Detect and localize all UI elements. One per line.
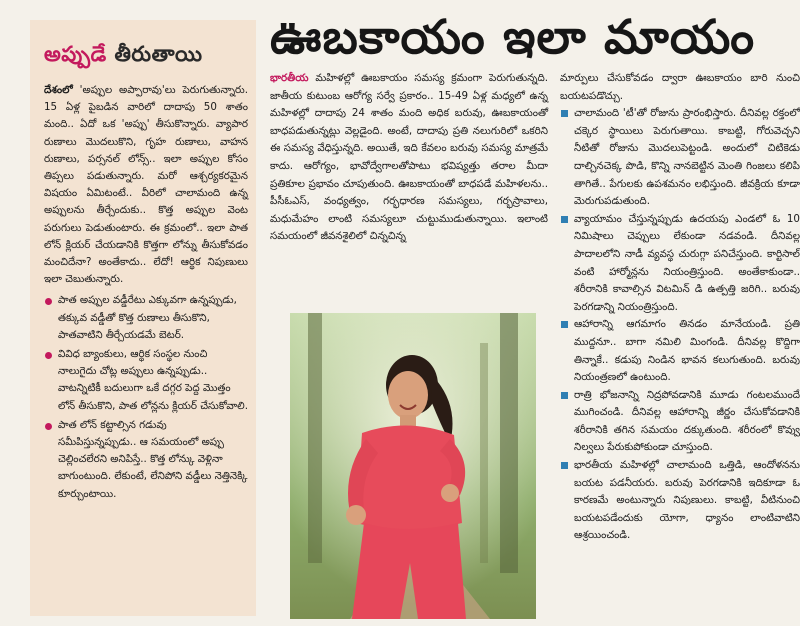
tip-text: చాలామంది 'టీ'తో రోజును ప్రారంభిస్తారు. దీనివల్ల రక్తంలో చక్కెర స్థాయిలు పెరుగుతాయి. కాబట్టి, గోరువెచ్చని నీటితో రోజును మొదలుపెట్టండి. అందులో చిటికెడు దాల్చినచెక్క పొడి, కొన్ని నానబెట్టిన మెంతి గింజలు కలిపి తాగితే.. పేగులకు ఉపశమనం లభిస్తుంది. జీవక్రియ కూడా మెరుగుపడుతుంది. [574, 107, 800, 208]
tips-list [560, 105, 800, 545]
sidebar-intro [30, 82, 256, 288]
sidebar-bullet [44, 292, 248, 344]
article-headline: ఊబకాయం ఇలా మాయం [270, 10, 756, 65]
article-body-text: మహిళల్లో ఊబకాయం సమస్య క్రమంగా పెరుగుతున్నది. జాతీయ కుటుంబ ఆరోగ్య సర్వే ప్రకారం.. 15-49 ఏళ్ల మధ్యలో ఉన్న మహిళల్లో దాదాపు 24 శాతం మంది అధిక బరువు, ఊబకాయంతో బాధపడుతున్నట్లు వెల్లడైంది. అంటే, దాదాపు ప్రతి నలుగురిలో ఒకరిని ఈ సమస్య వేధిస్తున్నది. అయితే, ఇది కేవలం బరువు సమస్య మాత్రమే కాదు. ఆరోగ్యం, భావోద్వేగాలతోపాటు భవిష్యత్తు తరాల మీదా ప్రతికూల ప్రభావం చూపుతుంది. ఊబకాయంతో బాధపడే మహిళలను.. పీసీఓఎస్, వంధ్యత్వం, గర్భధారణ సమస్యలు, గర్భస్రావాలు, మధుమేహం లాంటి సమస్యలూ చుట్టుముడుతున్నాయి. ఇలాంటి సమయంలో జీవనశైలిలో చిన్నచిన్న [270, 72, 549, 243]
article-column-1 [270, 70, 548, 246]
jogging-woman-photo [290, 313, 536, 619]
tip-item [560, 316, 800, 386]
square-bullet-icon [561, 216, 568, 223]
sidebar-intro-text: 'అప్పుల అప్పారావు'లు పెరుగుతున్నారు. 15 ఏళ్ల పైబడిన వారిలో దాదాపు 50 శాతం మంది.. ఏదో ఒక 'అప్పు' తీసుకొన్నారు. వ్యాపార రుణాలు మొదలుకొని, గృహ రుణాలు, వాహన రుణాలు, పర్సనల్ లోన్స్.. ఇలా అప్పుల కోసం తిప్పలు పడుతున్నారు. మరో ఆశ్చర్యకరమైన విషయం ఏమిటంటే.. వీరిలో చాలామంది ఉన్న అప్పులను తీర్చేందుకు.. కొత్త అప్పుల వెంట పరుగులు పెడుతుంటారు. ఈ క్రమంలో.. ఇలా పాత లోన్ క్లియర్ చేయడానికి కొత్తగా లోన్ను తీసుకోవడం మంచిదేనా? అంతేకాదు.. లేదో! ఆర్థిక నిపుణులు ఇలా చెబుతున్నారు. [44, 84, 248, 286]
sidebar-bullet [44, 346, 248, 415]
article-column-2 [560, 70, 800, 545]
sidebar-bullet [44, 417, 248, 503]
tip-text: వ్యాయామం చేస్తున్నప్పుడు ఉదయపు ఎండలో ఓ 10 నిమిషాలు చెప్పులు లేకుండా నడవండి. దీనివల్ల పాదాలలోని నాడీ వ్యవస్థ చురుగ్గా పనిచేస్తుంది. కార్టిసాల్ వంటి హార్మోన్లను నియంత్రిస్తుంది. అంతేకాకుండా.. శరీరానికి కావాల్సిన విటమిన్ డి ఉత్పత్తి జరిగి.. బరువు పెరగడాన్ని నియంత్రిస్తుంది. [574, 212, 800, 313]
bullet-dot-icon [45, 423, 52, 430]
sidebar-bullet-text: వివిధ బ్యాంకులు, ఆర్థిక సంస్థల నుంచి నాలుగైదు చోట్ల అప్పులు ఉన్నప్పుడు.. వాటన్నిటికీ బదులుగా ఒకే దగ్గర పెద్ద మొత్తం లోన్ తీసుకొని, పాత లోన్లను క్లియర్ చేసుకోవాలి. [58, 348, 248, 412]
tip-text: ఆహారాన్ని ఆగమాగం తినడం మానేయండి. ప్రతి ముద్దనూ.. బాగా నమిలి మింగండి. దీనివల్ల కొద్దిగా తిన్నాకే.. కడుపు నిండిన భావన కలుగుతుంది. బరువు నియంత్రణలో ఉంటుంది. [574, 318, 800, 384]
bullet-dot-icon [45, 352, 52, 359]
sidebar-bullet-text: పాత అప్పుల వడ్డీరేటు ఎక్కువగా ఉన్నప్పుడు, తక్కువ వడ్డీతో కొత్త రుణాలు తీసుకొని, పాతవాటిని తీర్చేయడమే బెటర్. [58, 294, 237, 341]
sidebar-lead-word: దేశంలో [44, 84, 73, 96]
sidebar-bullet-text: పాత లోన్ కట్టాల్సిన గడువు సమీపిస్తున్నప్పుడు.. ఆ సమయంలో అప్పు చెల్లించలేరని అనిపిస్తే.. కొత్త లోన్కు వెళ్లినా బాగుంటుంది. లేకుంటే, లేనిపోని వడ్డీలు నెత్తినెక్కి కూర్చుంటాయి. [58, 418, 248, 500]
bullet-dot-icon [45, 298, 52, 305]
square-bullet-icon [561, 392, 568, 399]
tip-item [560, 457, 800, 545]
sidebar-box [30, 20, 256, 616]
tip-item [560, 105, 800, 211]
sidebar-title-accent: అప్పుడే [44, 42, 107, 66]
tip-item [560, 211, 800, 317]
article-column-2-intro: మార్పులు చేసుకోవడం ద్వారా ఊబకాయం బారి నుంచి బయటపడొచ్చు. [560, 72, 800, 102]
sidebar-bullet-list [30, 292, 256, 502]
tip-text: భారతీయ మహిళల్లో చాలామంది ఒత్తిడి, ఆందోళనను బయట పడనీయరు. బరువు పెరగడానికి ఇదికూడా ఓ కారణమే అంటున్నారు నిపుణులు. కాబట్టి, వీటినుంచి బయటపడేందుకు యోగా, ధ్యానం లాంటివాటిని ఆశ్రయించండి. [574, 459, 800, 542]
sidebar-title-rest: తీరుతాయి [114, 42, 203, 66]
square-bullet-icon [561, 321, 568, 328]
square-bullet-icon [561, 462, 568, 469]
tip-item [560, 387, 800, 457]
tip-text: రాత్రి భోజనాన్ని నిద్రపోవడానికి మూడు గంటలముందే ముగించండి. దీనివల్ల ఆహారాన్ని జీర్ణం చేసుకోవడానికి శరీరానికి తగిన సమయం దక్కుతుంది. శరీరంలో కొవ్వు నిల్వలు పేరుకుపోకుండా చూస్తుంది. [574, 388, 800, 454]
article-lead-word: భారతీయ [270, 72, 309, 84]
square-bullet-icon [561, 110, 568, 117]
sidebar-title [44, 42, 246, 72]
